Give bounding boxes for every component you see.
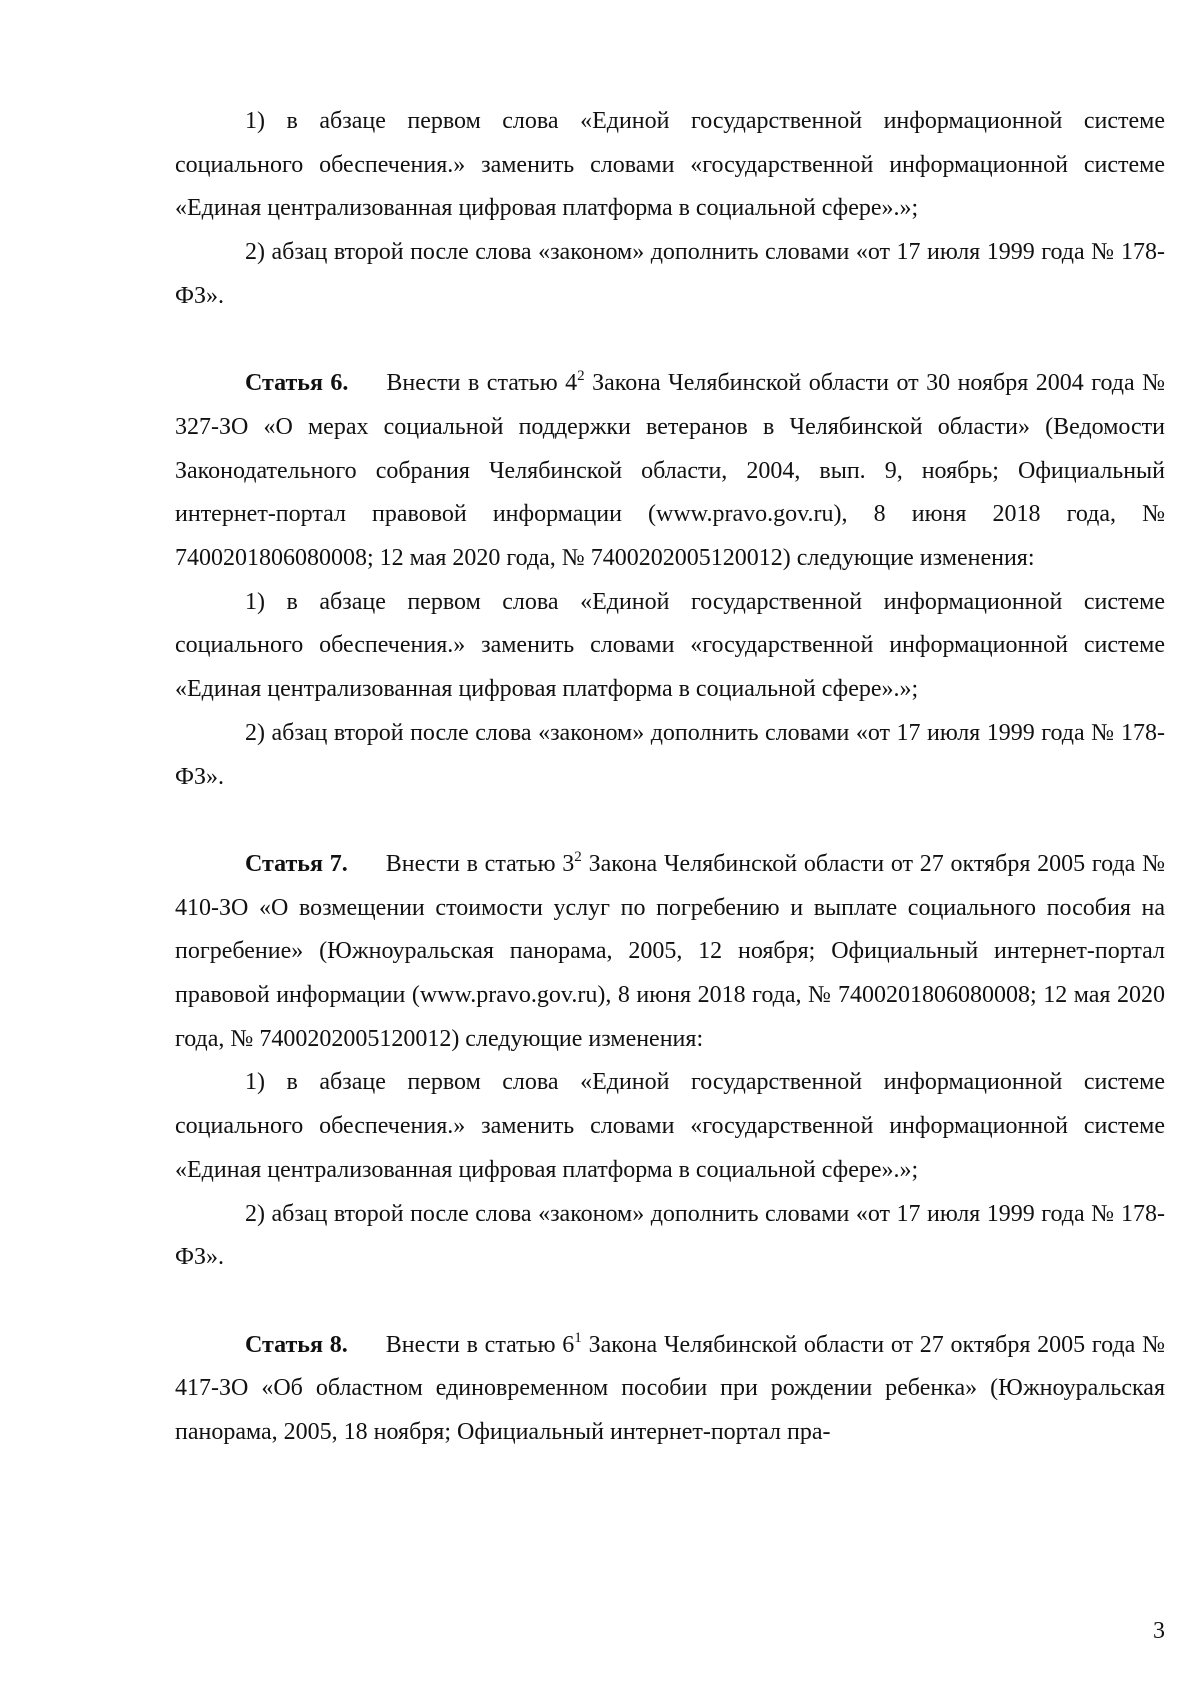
spacer [175, 319, 1165, 363]
article7-lead: Внести в статью 3 [385, 850, 575, 877]
block1-item1: 1) в абзаце первом слова «Единой государственной информационной системе социального обеспечения.» заменить словами «государственной информационной системе «Единая централизованная цифровая платформа в социальной сфере».»; [175, 108, 1165, 222]
article6-lead: Внести в статью 4 [386, 370, 578, 397]
article8-sup: 1 [574, 1329, 582, 1346]
page-number: 3 [1153, 1618, 1165, 1644]
article6-sup: 2 [577, 368, 585, 385]
article7-item2: 2) абзац второй после слова «законом» дополнить словами «от 17 июля 1999 года № 178-ФЗ». [175, 1200, 1165, 1271]
article7-sup: 2 [574, 848, 582, 865]
article7-label: Статья 7. [245, 850, 348, 877]
document-page [175, 100, 1165, 1455]
spacer [175, 1280, 1165, 1324]
article6-text: Закона Челябинской области от 30 ноября 2004 года № 327-ЗО «О мерах социальной поддержки ветеранов в Челябинской области» (Ведомости Законодательного собрания Челябинской области, 2004, вып. 9, ноябрь; Официальный интернет-портал правовой информации (www.pravo.gov.ru), 8 июня 2018 года, № 7400201806080008; 12 мая 2020 года, № 7400202005120012) следующие изменения: [175, 370, 1165, 572]
block1-item2: 2) абзац второй после слова «законом» дополнить словами «от 17 июля 1999 года № 178-ФЗ». [175, 239, 1165, 309]
article6-label: Статья 6. [245, 370, 349, 397]
article6-item1: 1) в абзаце первом слова «Единой государственной информационной системе социального обеспечения.» заменить словами «государственной информационной системе «Единая централизованная цифровая платформа в социальной сфере».»; [175, 588, 1165, 703]
article7-text: Закона Челябинской области от 27 октября 2005 года № 410-ЗО «О возмещении стоимости услуг по погребению и выплате социального пособия на погребение» (Южноуральская панорама, 2005, 12 ноября; Официальный интернет-портал правовой информации (www.pravo.gov.ru), 8 июня 2018 года, № 7400201806080008; 12 мая 2020 года, № 7400202005120012) следующие изменения: [175, 850, 1165, 1052]
article7-item1: 1) в абзаце первом слова «Единой государственной информационной системе социального обеспечения.» заменить словами «государственной информационной системе «Единая централизованная цифровая платформа в социальной сфере».»; [175, 1069, 1165, 1183]
article6-item2: 2) абзац второй после слова «законом» дополнить словами «от 17 июля 1999 года № 178-ФЗ». [175, 719, 1165, 790]
article8-paragraph [175, 1324, 1165, 1455]
article8-label: Статья 8. [245, 1331, 348, 1358]
spacer [175, 799, 1165, 843]
article8-lead: Внести в статью 6 [385, 1331, 575, 1358]
article7-paragraph [175, 843, 1165, 1062]
article6-paragraph [175, 362, 1165, 581]
article8-text: Закона Челябинской области от 27 октября 2005 года № 417-ЗО «Об областном единовременном пособии при рождении ребенка» (Южноуральская панорама, 2005, 18 ноября; Официальный интернет-портал пра- [175, 1331, 1165, 1446]
